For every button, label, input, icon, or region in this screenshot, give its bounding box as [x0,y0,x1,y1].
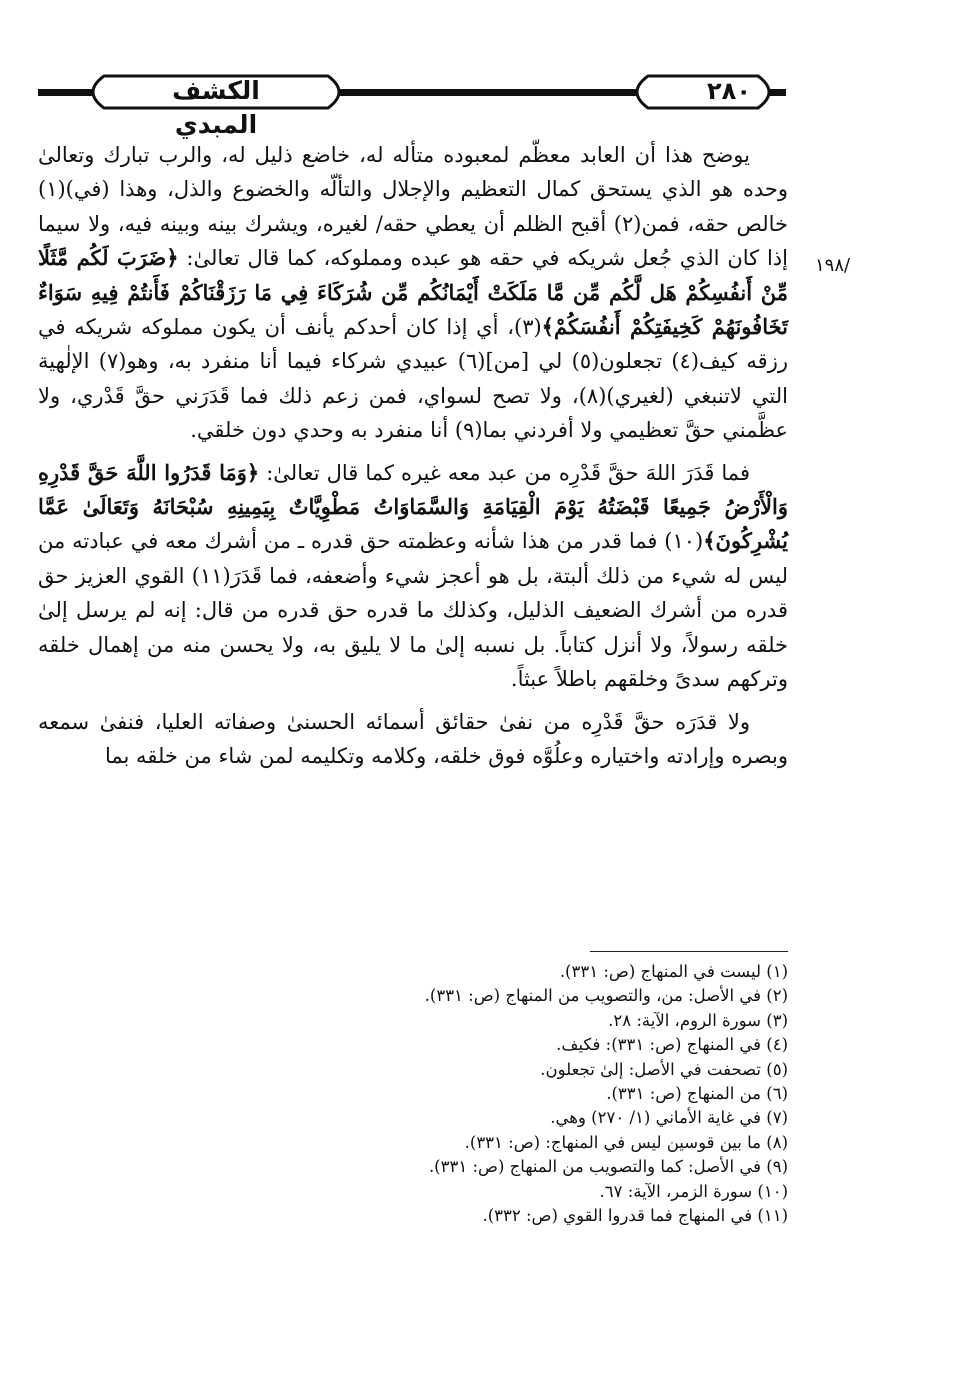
footnote-9: (٩) في الأصل: كما والتصويب من المنهاج (ص: ٣٣١). [428,1157,788,1177]
main-text [38,138,788,773]
footnote-2: (٢) في الأصل: من، والتصويب من المنهاج (ص: ٣٣١). [424,986,788,1006]
book-title: الكشف المبدي [172,76,260,139]
paragraph-3 [38,705,788,774]
text-run: فما قَدَرَ اللهَ حقَّ قَدْرِه من عبد معه غيره كما قال تعالىٰ: [259,460,750,485]
footnote-11: (١١) في المنهاج فما قدروا القوي (ص: ٣٣٢). [482,1206,788,1226]
footnote-10: (١٠) سورة الزمر، الآية: ٦٧. [599,1181,788,1201]
paragraph-2 [38,456,788,697]
paragraph-1 [38,138,788,448]
quran-verse: ﴿ضَرَبَ لَكُم مَّثَلًا مِّنْ أَنفُسِكُمْ هَل لَّكُم مِّن مَّا مَلَكَتْ أَيْمَانُكُم مِّن شُرَكَاءَ فِي مَا رَزَقْنَاكُمْ فَأَنتُمْ فِيهِ سَوَاءٌ تَخَافُونَهُمْ كَخِيفَتِكُمْ أَنفُسَكُمْ﴾ [38,245,788,340]
text-run: (١٠) فما قدر من هذا شأنه وعظمته حق قدره ـ من أشرك معه في عبادته من ليس له شيء من ذلك ألبتة، بل هو أعجز شيء وأضعفه، فما قَدَرَ(١١) القوي العزيز حق قدره من أشرك الضعيف الذليل، وكذلك ما قدره حق قدره من قال: إنه لم يرسل إلىٰ خلقه رسولاً، ولا أنزل كتاباً. بل نسبه إلىٰ ما لا يليق به، ولا يحسن منه من إهمال خلقه وتركهم سدىً وخلقهم باطلاً عبثاً. [38,529,788,692]
footnote-4: (٤) في المنهاج (ص: ٣٣١): فكيف. [556,1035,788,1055]
page-header [38,58,786,139]
manuscript-folio-marker: ١٩٨/ [815,255,851,276]
footnote-3: (٣) سورة الروم، الآية: ٢٨. [608,1010,788,1030]
footnote-separator [590,951,788,952]
text-run: ولا قدَرَه حقَّ قَدْرِه من نفىٰ حقائق أسمائه الحسنىٰ وصفاته العليا، فنفىٰ سمعه وبصره وإرادته واختياره وعلُوَّه فوق خلقه، وكلامه وتكليمه لمن شاء من خلقه بما [38,709,788,768]
footnotes [220,960,788,1228]
quran-verse: ﴿وَمَا قَدَرُوا اللَّهَ حَقَّ قَدْرِهِ وَالْأَرْضُ جَمِيعًا قَبْضَتُهُ يَوْمَ الْقِيَامَةِ وَالسَّمَاوَاتُ مَطْوِيَّاتٌ بِيَمِينِهِ سُبْحَانَهُ وَتَعَالَىٰ عَمَّا يُشْرِكُونَ﴾ [38,459,788,554]
footnote-6: (٦) من المنهاج (ص: ٣٣١). [606,1084,788,1104]
footnote-1: (١) ليست في المنهاج (ص: ٣٣١). [559,962,788,981]
footnote-7: (٧) في غاية الأماني (١/ ٢٧٠) وهي. [550,1108,788,1128]
footnote-5: (٥) تصحفت في الأصل: إلىٰ تجعلون. [540,1059,788,1079]
footnote-8: (٨) ما بين قوسين ليس في المنهاج: (ص: ٣٣١). [464,1132,788,1152]
text-run: (٣)، أي إذا كان أحدكم يأنف أن يكون مملوكه شريكه في رزقه كيف(٤) تجعلون(٥) لي [من](٦) عبيدي شركاء فيما أنا منفرد به، وهو(٧) الإلٰهية التي لاتنبغي (لغيري)(٨)، ولا تصح لسواي، فمن زعم ذلك فما قَدَرَني حقَّ قَدْري، ولا عظَّمني حقَّ تعظيمي ولا أفردني بما(٩) أنا منفرد به وحدي دون خلقي. [38,315,788,443]
page-number: ٢٨٠ [707,77,751,105]
text-run: يوضح هذا أن العابد معظّم لمعبوده متأله له، خاضع ذليل له، والرب تبارك وتعالىٰ وحده هو الذي يستحق كمال التعظيم والإجلال والتألّه والخضوع والذل، وهذا (في)(١) خالص حقه، فمن(٢) أقبح الظلم أن يعطي حقه/ لغيره، ويشرك بينه وبينه فيه، ولا سيما إذا كان الذي جُعل شريكه في حقه هو عبده ومملوكه، كما قال تعالىٰ: [38,143,788,271]
